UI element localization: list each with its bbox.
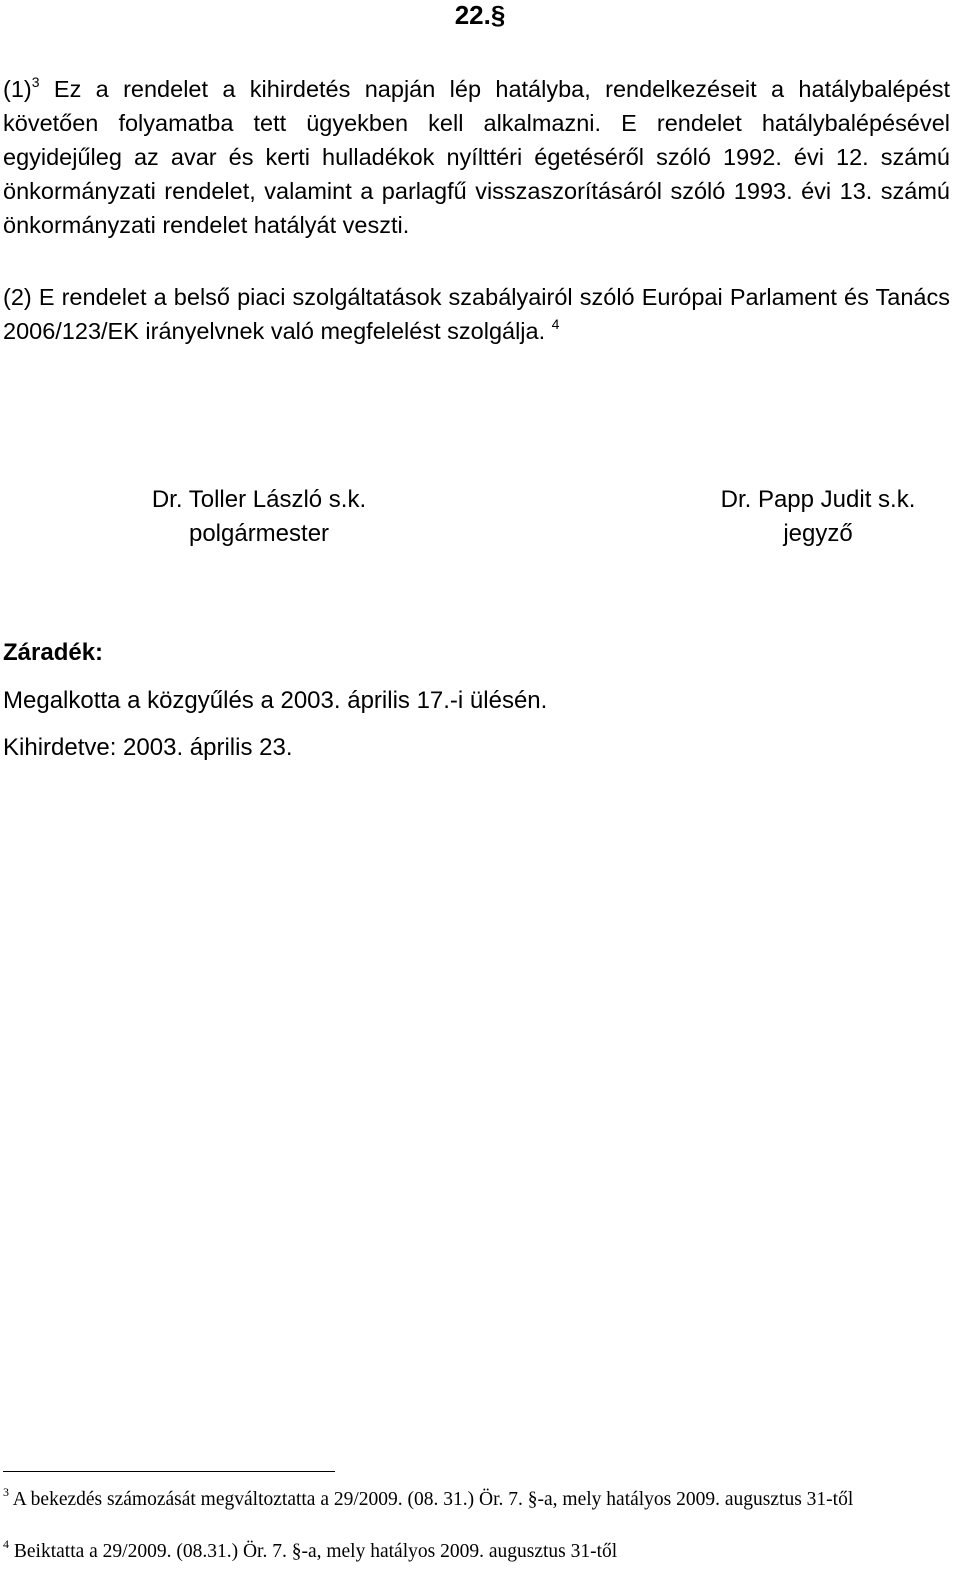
clause-line-promulgated: Kihirdetve: 2003. április 23. (3, 734, 293, 761)
signature-name: Dr. Papp Judit s.k. (720, 486, 916, 513)
footnote-ref-3[interactable]: 3 (31, 74, 40, 90)
signature-mayor (100, 483, 418, 551)
footnote-3 (3, 1487, 933, 1513)
footnote-number: 4 (3, 1537, 9, 1551)
footnote-text: Beiktatta a 29/2009. (08.31.) Ör. 7. §-a, mely hatályos 2009. augusztus 31-től (9, 1541, 618, 1562)
paragraph-1 (3, 72, 950, 242)
footnote-separator (3, 1471, 335, 1472)
signature-name: Dr. Toller László s.k. (151, 486, 367, 513)
signature-title: jegyző (783, 520, 853, 547)
clause-title: Záradék: (3, 639, 104, 666)
paragraph-1-text: Ez a rendelet a kihirdetés napján lép hatályba, rendelkezéseit a hatálybalépést követően folyamatba tett ügyekben kell alkalmazni. E rendelet hatálybalépésével egyidejűleg az avar és kerti hulladékok nyílttéri égetéséről szóló 1992. évi 12. számú önkormányzati rendelet, valamint a parlagfű visszaszorításáról szóló 1993. évi 13. számú önkormányzati rendelet hatályát veszti. (3, 76, 950, 238)
footnote-number: 3 (3, 1485, 9, 1499)
footnote-ref-4[interactable]: 4 (551, 316, 560, 332)
footnote-text: A bekezdés számozását megváltoztatta a 29/2009. (08. 31.) Ör. 7. §-a, mely hatályos 2009. augusztus 31-től (9, 1489, 854, 1510)
signature-title: polgármester (188, 520, 330, 547)
paragraph-2-text: (2) E rendelet a belső piaci szolgáltatások szabályairól szóló Európai Parlament és Tanács 2006/123/EK irányelvnek való megfelelést szolgálja. (3, 284, 950, 344)
paragraph-1-number: (1) (3, 76, 32, 102)
signature-notary (658, 483, 960, 551)
section-heading: 22.§ (454, 0, 506, 30)
clause-line-enacted: Megalkotta a közgyűlés a 2003. április 17.-i ülésén. (3, 687, 548, 714)
footnote-4 (3, 1539, 933, 1565)
paragraph-2 (3, 280, 950, 348)
